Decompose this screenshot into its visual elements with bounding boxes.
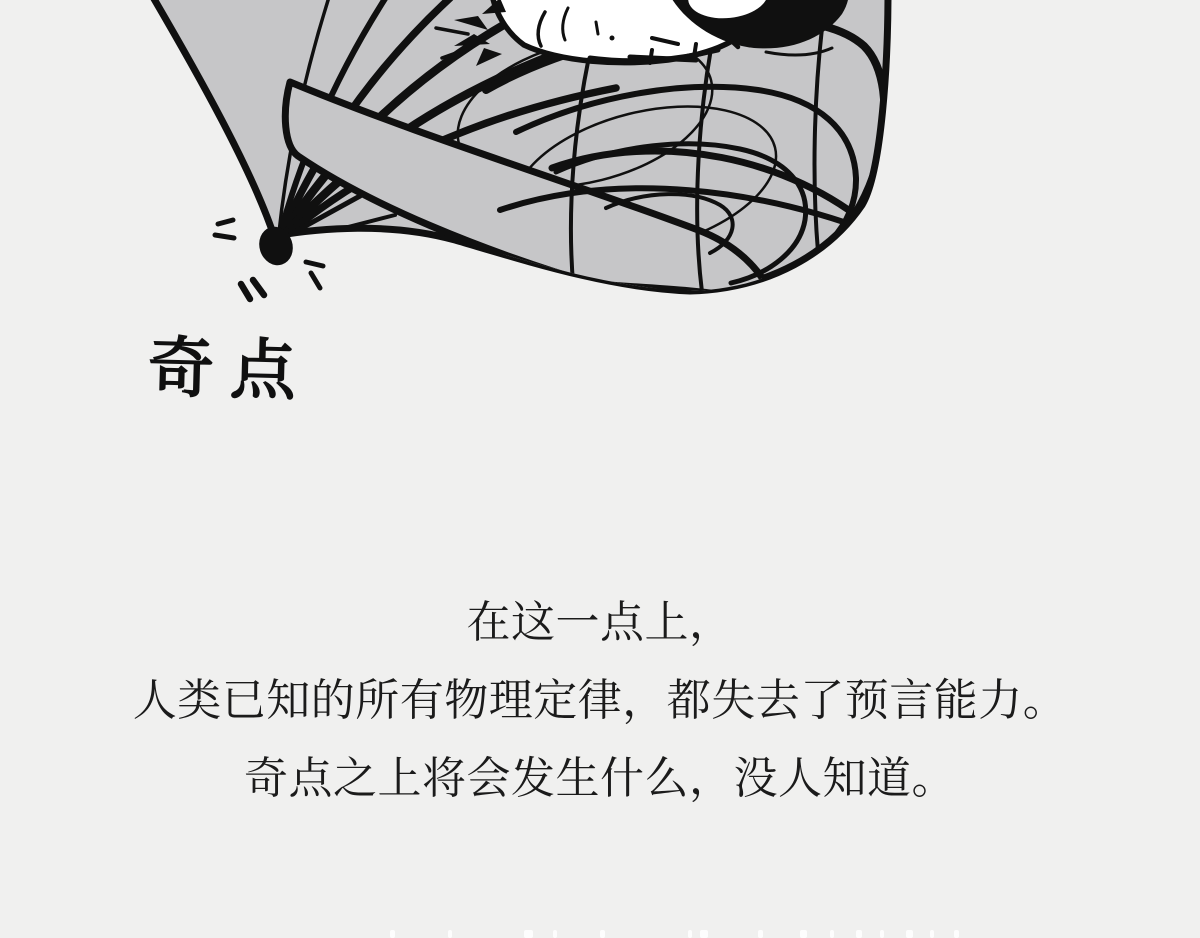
caption [0,584,1200,818]
next-panel-cutoff-marks [0,930,1200,938]
caption-line-1: 在这一点上， [466,598,734,647]
caption-line-2: 人类已知的所有物理定律，都失去了预言能力。 [132,676,1068,725]
caption-line-3: 奇点之上将会发生什么，没人知道。 [244,754,956,803]
singularity-label: 奇点 [147,329,313,409]
